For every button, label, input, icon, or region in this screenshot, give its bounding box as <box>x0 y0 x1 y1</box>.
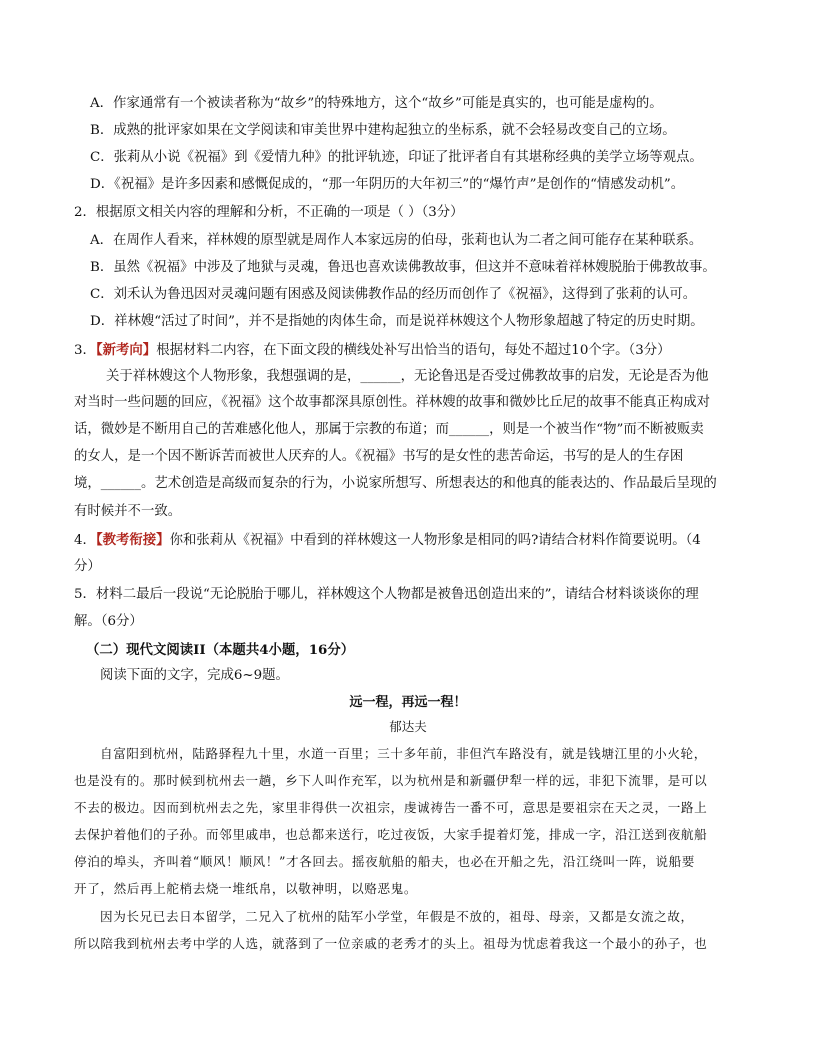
q3-passage-line-3: 话，微妙是不断用自己的苦难感化他人，那属于宗教的布道；而______，则是一个被当作“物”而不断被贩卖 <box>74 422 704 437</box>
q5-stem-line-1: 5．材料二最后一段说“无论脱胎于哪儿，祥林嫂这个人物都是被鲁迅创造出来的”，请结合材料谈谈你的理 <box>74 587 699 602</box>
q3-passage-line-1: 关于祥林嫂这个人物形象，我想强调的是，______，无论鲁迅是否受过佛教故事的启发，无论是否为他 <box>106 369 709 384</box>
q4-number: 4． <box>74 533 96 548</box>
q3-stem: 根据材料二内容，在下面文段的横线处补写出恰当的语句，每处不超过10个字。（3分） <box>156 343 671 358</box>
essay-line-7: 因为长兄已去日本留学，二兄入了杭州的陆军小学堂，年假是不放的，祖母、母亲，又都是女流之故， <box>100 909 694 924</box>
essay-author: 郁达夫 <box>389 719 427 734</box>
q3-tag: 【新考向】 <box>95 342 157 358</box>
essay-line-2: 也是没有的。那时候到杭州去一趟，乡下人叫作充军，以为杭州是和新疆伊犁一样的远，非犯下流罪，是可以 <box>74 773 708 788</box>
essay-line-8: 所以陪我到杭州去考中学的人选，就落到了一位亲戚的老秀才的头上。祖母为忧虑着我这一个最小的孙子，也 <box>74 936 708 951</box>
q2-stem: 2．根据原文相关内容的理解和分析，不正确的一项是（ ）（3分） <box>74 205 464 220</box>
q3-passage-line-5: 境，______。艺术创造是高级而复杂的行为，小说家所想写、所想表达的和他真的能表达的、作品最后呈现的 <box>74 476 717 491</box>
q4-stem-line <box>0 530 816 551</box>
essay-line-3: 不去的极边。因而到杭州去之先，家里非得供一次祖宗，虔诚祷告一番不可，意思是要祖宗在天之灵，一路上 <box>74 800 708 815</box>
essay-line-4: 去保护着他们的子孙。而邻里戚串，也总都来送行，吃过夜饭，大家手提着灯笼，排成一字，沿江送到夜航船 <box>74 827 708 842</box>
section-instruction: 阅读下面的文字，完成6~9题。 <box>100 668 289 683</box>
q3-passage-line-6: 有时候并不一致。 <box>74 504 182 519</box>
q3-stem-line <box>0 340 816 361</box>
q2-option-a: A．在周作人看来，祥林嫂的原型就是周作人本家远房的伯母，张莉也认为二者之间可能存在某种联系。 <box>90 233 703 248</box>
essay-line-1: 自富阳到杭州，陆路驿程九十里，水道一百里；三十多年前，非但汽车路没有，就是钱塘江里的小火轮， <box>100 746 707 761</box>
q1-option-b: B．成熟的批评家如果在文学阅读和审美世界中建构起独立的坐标系，就不会轻易改变自己的立场。 <box>90 123 676 138</box>
q2-option-b: B．虽然《祝福》中涉及了地狱与灵魂，鲁迅也喜欢读佛教故事，但这并不意味着祥林嫂脱胎于佛教故事。 <box>90 260 716 275</box>
q4-tag: 【教考衔接】 <box>95 532 170 548</box>
q1-option-c: C．张莉从小说《祝福》到《爱情九种》的批评轨迹，印证了批评者自有其堪称经典的美学立场等观点。 <box>90 150 703 165</box>
q4-stem-continued: 分） <box>74 559 101 574</box>
q3-passage-line-2: 对当时一些问题的回应，《祝福》这个故事都深具原创性。祥林嫂的故事和微妙比丘尼的故事不能真正构成对 <box>74 395 711 410</box>
essay-line-5: 停泊的埠头，齐叫着“顺风！顺风！”才各回去。摇夜航船的船夫，也必在开船之先，沿江绕叫一阵，说船要 <box>74 854 695 869</box>
q2-option-c: C．刘禾认为鲁迅因对灵魂问题有困惑及阅读佛教作品的经历而创作了《祝福》，这得到了张莉的认可。 <box>90 287 697 302</box>
q5-stem-line-2: 解。（6分） <box>74 614 143 629</box>
q3-passage-line-4: 的女人，是一个因不断诉苦而被世人厌弃的人。《祝福》书写的是女性的悲苦命运，书写的是人的生存困 <box>74 449 684 464</box>
essay-line-6: 开了，然后再上舵梢去烧一堆纸帛，以敬神明，以赂恶鬼。 <box>74 881 418 896</box>
q1-option-d: D．《祝福》是许多因素和感慨促成的，“那一年阴历的大年初三”的“爆竹声”是创作的“情感发动机”。 <box>90 177 685 192</box>
q3-number: 3． <box>74 343 96 358</box>
q2-option-d: D．祥林嫂“活过了时间”，并不是指她的肉体生命，而是说祥林嫂这个人物形象超越了特定的历史时期。 <box>90 314 704 329</box>
q1-option-a: A．作家通常有一个被读者称为“故乡”的特殊地方，这个“故乡”可能是真实的，也可能是虚构的。 <box>90 96 663 111</box>
essay-title: 远一程，再远一程！ <box>349 695 467 710</box>
q4-stem: 你和张莉从《祝福》中看到的祥林嫂这一人物形象是相同的吗?请结合材料作简要说明。（4 <box>169 533 701 548</box>
section-heading: （二）现代文阅读II（本题共4小题，16分） <box>86 642 355 658</box>
